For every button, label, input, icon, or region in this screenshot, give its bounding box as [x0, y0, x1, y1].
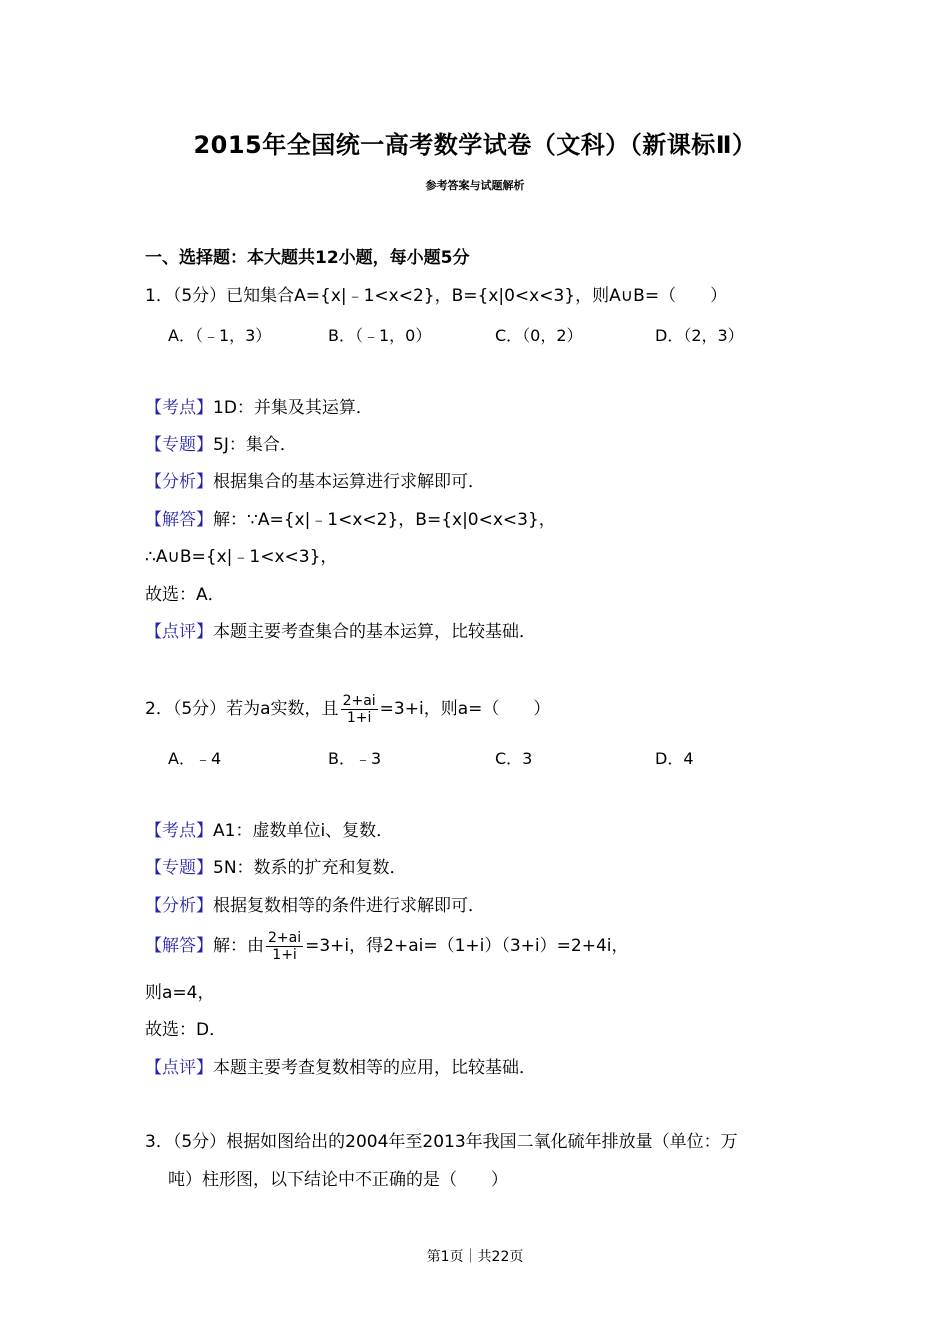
- fraction-numerator: 2+ai: [268, 929, 302, 946]
- jieda-tag: 【解答】: [145, 936, 213, 956]
- dianping-tag: 【点评】: [145, 1058, 213, 1078]
- q2-answer: 故选：D．: [145, 1020, 227, 1040]
- q1-zhuanti: [145, 434, 297, 456]
- jieda-tag: 【解答】: [145, 510, 213, 530]
- question-3-stem-line-1: 3．（5分）根据如图给出的2004年至2013年我国二氧化硫年排放量（单位：万: [145, 1132, 738, 1152]
- page-subtitle: 参考答案与试题解析: [425, 179, 525, 192]
- fraction-denominator: 1+i: [346, 709, 372, 726]
- question-1-option-d: D．（2，3）: [655, 326, 744, 345]
- question-2-option-b: B．﹣3: [328, 749, 382, 768]
- q1-kaodian: [145, 397, 373, 419]
- question-2-stem: [145, 690, 550, 728]
- zhuanti-tag: 【专题】: [145, 858, 213, 878]
- question-1-option-a: A．（﹣1，3）: [168, 326, 272, 345]
- fraction-numerator: 2+ai: [342, 692, 376, 709]
- q2-zhuanti: [145, 857, 407, 879]
- q2-dianping: [145, 1057, 536, 1079]
- zhuanti-tag: 【专题】: [145, 435, 213, 455]
- fenxi-tag: 【分析】: [145, 896, 213, 916]
- question-2-option-c: C．3: [495, 749, 533, 768]
- kaodian-text: 1D：并集及其运算．: [213, 398, 373, 418]
- q2-solution-fraction: [266, 930, 303, 963]
- q2-kaodian: [145, 820, 393, 842]
- fraction-denominator: 1+i: [272, 946, 297, 963]
- q2-fenxi: [145, 895, 485, 917]
- fenxi-tag: 【分析】: [145, 472, 213, 492]
- question-3-stem-line-2: 吨）柱形图，以下结论中不正确的是（ ）: [168, 1170, 508, 1190]
- section-heading: 一、选择题：本大题共12小题，每小题5分: [145, 248, 470, 268]
- jieda-before: 解：由: [213, 936, 264, 956]
- q2-jieda: [145, 927, 629, 965]
- q1-answer: 故选：A．: [145, 585, 225, 605]
- page-title: 2015年全国统一高考数学试卷（文科）（新课标Ⅱ）: [193, 131, 757, 159]
- dianping-text: 本题主要考查集合的基本运算，比较基础．: [213, 622, 536, 642]
- jieda-after: =3+i，得2+ai=（1+i）（3+i）=2+4i，: [305, 936, 629, 956]
- q2-solution-line-2: 则a=4，: [145, 983, 215, 1003]
- zhuanti-text: 5N：数系的扩充和复数．: [213, 858, 407, 878]
- fenxi-text: 根据集合的基本运算进行求解即可．: [213, 472, 485, 492]
- fenxi-text: 根据复数相等的条件进行求解即可．: [213, 896, 485, 916]
- q2-stem-before: 2．（5分）若为a实数，且: [145, 699, 339, 719]
- q2-fraction: [341, 693, 378, 726]
- question-2-option-d: D．4: [655, 749, 694, 768]
- q1-dianping: [145, 621, 536, 643]
- dianping-text: 本题主要考查复数相等的应用，比较基础．: [213, 1058, 536, 1078]
- question-2-option-a: A．﹣4: [168, 749, 222, 768]
- question-1-option-c: C．（0，2）: [495, 326, 583, 345]
- q1-fenxi: [145, 471, 485, 493]
- kaodian-text: A1：虚数单位i、复数．: [213, 821, 394, 841]
- kaodian-tag: 【考点】: [145, 821, 213, 841]
- q1-solution-line-2: ∴A∪B={x|﹣1<x<3}，: [145, 547, 338, 567]
- dianping-tag: 【点评】: [145, 622, 213, 642]
- q2-stem-after: =3+i，则a=（ ）: [379, 699, 551, 719]
- q1-jieda: [145, 509, 556, 531]
- zhuanti-text: 5J：集合．: [213, 435, 297, 455]
- question-1-stem: 1．（5分）已知集合A={x|﹣1<x<2}，B={x|0<x<3}，则A∪B=（ ）: [145, 286, 728, 306]
- question-1-option-b: B．（﹣1，0）: [328, 326, 432, 345]
- kaodian-tag: 【考点】: [145, 398, 213, 418]
- jieda-text: 解：∵A={x|﹣1<x<2}，B={x|0<x<3}，: [213, 510, 556, 530]
- page-footer: 第1页｜共22页: [426, 1249, 524, 1265]
